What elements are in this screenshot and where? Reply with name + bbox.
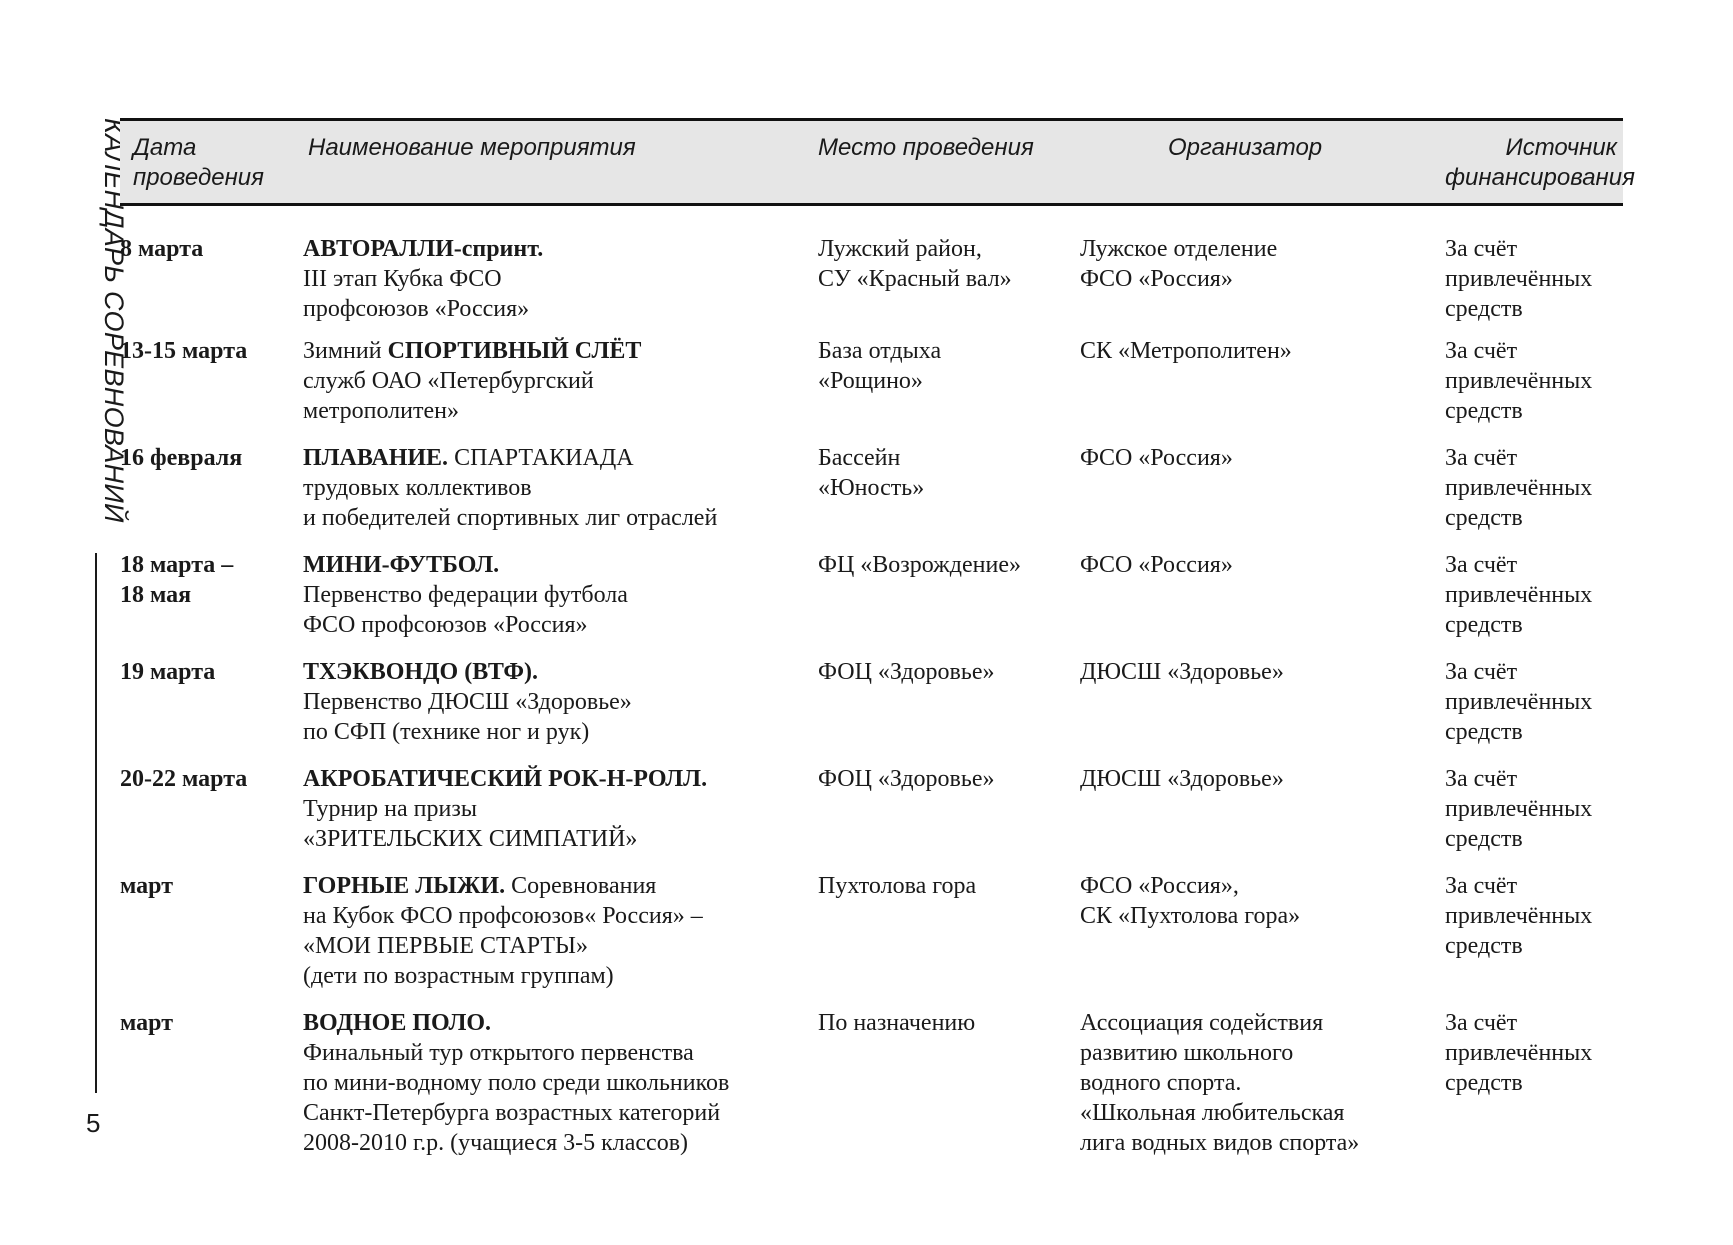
event-place: База отдыха «Рощино»: [818, 338, 942, 394]
header-organizer: Организатор: [1168, 134, 1323, 161]
event-place: ФЦ «Возрождение»: [818, 552, 1021, 578]
side-divider: [95, 553, 97, 1093]
header-row: [120, 120, 1623, 205]
event-name-title: АВТОРАЛЛИ-спринт.: [303, 236, 544, 262]
event-funding: За счёт привлечённых средств: [1445, 445, 1593, 531]
event-name-details: Турнир на призы «ЗРИТЕЛЬСКИХ СИМПАТИЙ»: [303, 796, 638, 852]
event-name: [303, 753, 818, 860]
event-date: 19 марта: [120, 659, 216, 685]
event-funding: За счёт привлечённых средств: [1445, 873, 1593, 959]
event-name-details: Первенство ДЮСШ «Здоровье» по СФП (технике ног и рук): [303, 689, 632, 745]
event-name: [303, 432, 818, 539]
table-row: [120, 330, 1623, 432]
table-row: [120, 205, 1623, 331]
event-name-title: ГОРНЫЕ ЛЫЖИ.: [303, 873, 506, 899]
event-date: 16 февраля: [120, 445, 243, 471]
event-funding: За счёт привлечённых средств: [1445, 659, 1593, 745]
event-organizer: Ассоциация содействия развитию школьного водного спорта. «Школьная любительская лига водных видов спорта»: [1080, 1010, 1360, 1156]
event-name-details: служб ОАО «Петербургский метрополитен»: [303, 368, 594, 424]
event-place: Лужский район, СУ «Красный вал»: [818, 236, 1012, 292]
event-place: ФОЦ «Здоровье»: [818, 766, 995, 792]
event-organizer: Лужское отделение ФСО «Россия»: [1080, 236, 1278, 292]
event-organizer: ДЮСШ «Здоровье»: [1080, 659, 1284, 685]
event-name-details: Первенство федерации футбола ФСО профсоюзов «Россия»: [303, 582, 628, 638]
event-funding: За счёт привлечённых средств: [1445, 1010, 1593, 1096]
table-row: [120, 753, 1623, 860]
header-name: Наименование мероприятия: [308, 134, 636, 161]
header-date: Дата проведения: [133, 134, 264, 191]
event-place: ФОЦ «Здоровье»: [818, 659, 995, 685]
event-organizer: ФСО «Россия»: [1080, 552, 1233, 578]
event-date: март: [120, 873, 174, 899]
page-number: 5: [86, 1108, 101, 1138]
table-row: [120, 539, 1623, 646]
event-name-prefix: Зимний: [303, 338, 388, 364]
event-funding: За счёт привлечённых средств: [1445, 236, 1593, 322]
table-header: [120, 120, 1635, 205]
event-date: 8 марта: [120, 236, 204, 262]
event-funding: За счёт привлечённых средств: [1445, 338, 1593, 424]
event-name-details: СПАРТАКИАДА трудовых коллективов и победителей спортивных лиг отраслей: [303, 445, 718, 531]
event-name: [303, 539, 818, 646]
header-place: Место проведения: [818, 134, 1034, 161]
side-title-text: КАЛЕНДАРЬ СОРЕВНОВАНИЙ: [99, 118, 129, 523]
event-organizer: ФСО «Россия»: [1080, 445, 1233, 471]
event-organizer: ФСО «Россия», СК «Пухтолова гора»: [1080, 873, 1301, 929]
event-name-title: СПОРТИВНЫЙ СЛЁТ: [387, 338, 642, 364]
table-row: [120, 432, 1623, 539]
event-name-title: ТХЭКВОНДО (ВТФ).: [303, 659, 538, 685]
event-place: По назначению: [818, 1010, 976, 1036]
event-funding: За счёт привлечённых средств: [1445, 552, 1593, 638]
event-date: 18 марта – 18 мая: [120, 552, 234, 608]
event-date: март: [120, 1010, 174, 1036]
header-funding: Источник финансирования: [1445, 134, 1635, 191]
event-name-title: МИНИ-ФУТБОЛ.: [303, 552, 500, 578]
event-name-details: Соревнования на Кубок ФСО профсоюзов« Россия» – «МОИ ПЕРВЫЕ СТАРТЫ» (дети по возрастным группам): [303, 873, 703, 989]
event-name-title: АКРОБАТИЧЕСКИЙ РОК-Н-РОЛЛ.: [303, 766, 708, 792]
event-name-details: III этап Кубка ФСО профсоюзов «Россия»: [303, 266, 530, 322]
event-name: [303, 330, 818, 432]
event-name: [303, 205, 818, 331]
table-row: [120, 646, 1623, 753]
event-name-title: ПЛАВАНИЕ.: [303, 445, 449, 471]
event-name: [303, 646, 818, 753]
event-funding: За счёт привлечённых средств: [1445, 766, 1593, 852]
table-row: [120, 860, 1623, 997]
event-date: 20-22 марта: [120, 766, 248, 792]
event-place: Бассейн «Юность»: [818, 445, 925, 501]
table-row: [120, 997, 1623, 1164]
event-name-details: Финальный тур открытого первенства по мини-водному поло среди школьников Санкт-Петербурга возрастных категорий 2008-2010 г.р. (учащиеся 3-5 классов): [303, 1040, 730, 1156]
event-name-title: ВОДНОЕ ПОЛО.: [303, 1010, 492, 1036]
event-name: [303, 860, 818, 997]
event-date: 13-15 марта: [120, 338, 248, 364]
event-name: [303, 997, 818, 1164]
events-table: [120, 118, 1635, 1164]
event-organizer: СК «Метрополитен»: [1080, 338, 1292, 364]
event-place: Пухтолова гора: [818, 873, 977, 899]
event-organizer: ДЮСШ «Здоровье»: [1080, 766, 1284, 792]
table-body: [120, 205, 1623, 1165]
